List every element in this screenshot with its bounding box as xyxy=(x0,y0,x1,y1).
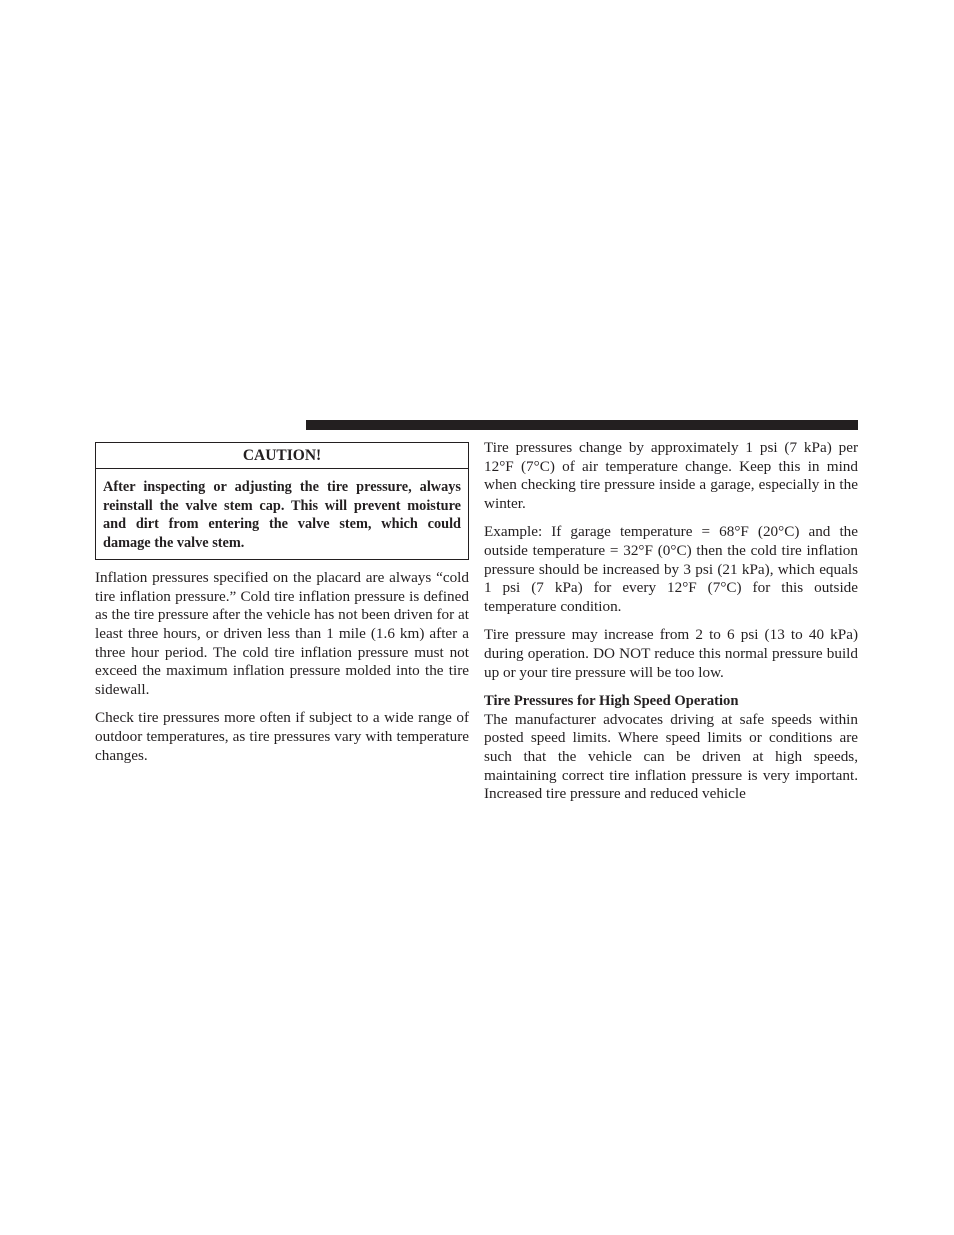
caution-body: After inspecting or adjusting the tire pressure, always reinstall the valve stem cap. This will prevent moisture and dirt from entering the valve stem, which could damage the valve stem. xyxy=(103,479,461,552)
paragraph-example: Example: If garage temperature = 68°F (20°C) and the outside temperature = 32°F (0°C) then the cold tire inflation pressure should be increased by 3 psi (21 kPa), which equals 1 psi (7 kPa) for every 12°F (7°C) for this outside temperature condition. xyxy=(484,523,858,616)
paragraph-check-pressures: Check tire pressures more often if subject to a wide range of outdoor temperatures, as tire pressures vary with temperature changes. xyxy=(95,709,469,764)
paragraph-pressure-increase: Tire pressure may increase from 2 to 6 psi (13 to 40 kPa) during operation. DO NOT reduce this normal pressure build up or your tire pressure will be too low. xyxy=(484,626,858,681)
paragraph-high-speed: The manufacturer advocates driving at safe speeds within posted speed limits. Where speed limits or conditions are such that the vehicle can be driven at high speeds, maintaining correct tire inflation pressure is very important. Increased tire pressure and reduced vehicle xyxy=(484,710,858,803)
caution-title: CAUTION! xyxy=(96,443,468,469)
header-rule xyxy=(306,420,858,430)
paragraph-temperature-change: Tire pressures change by approximately 1 psi (7 kPa) per 12°F (7°C) of air temperature change. Keep this in mind when checking tire pressure inside a garage, especially in the winter. xyxy=(484,439,858,513)
subheading-high-speed: Tire Pressures for High Speed Operation xyxy=(484,692,739,709)
left-column xyxy=(95,442,469,775)
caution-box xyxy=(95,442,469,560)
right-column xyxy=(484,439,858,814)
paragraph-cold-tire-pressure: Inflation pressures specified on the placard are always “cold tire inflation pressure.” Cold tire inflation pressure is defined as the tire pressure after the vehicle has not been driven for at least three hours, or driven less than 1 mile (1.6 km) after a three hour period. The cold tire inflation pressure must not exceed the maximum inflation pressure molded into the tire sidewall. xyxy=(95,568,469,699)
